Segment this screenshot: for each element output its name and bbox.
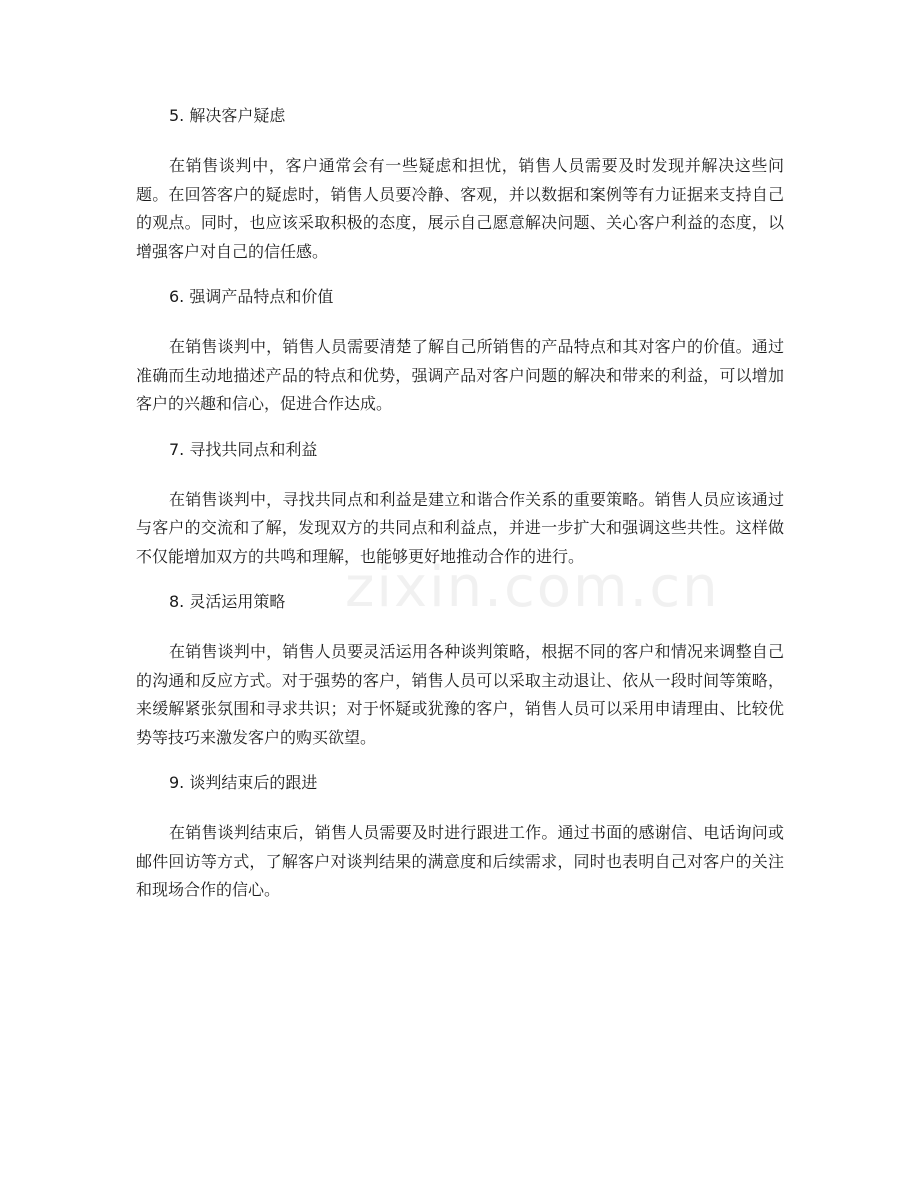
section-6: [136, 285, 784, 419]
section-paragraph: 在销售谈判中，销售人员要灵活运用各种谈判策略，根据不同的客户和情况来调整自己的沟通和反应方式。对于强势的客户，销售人员可以采取主动退让、依从一段时间等策略，来缓解紧张氛围和寻求共识；对于怀疑或犹豫的客户，销售人员可以采用申请理由、比较优势等技巧来激发客户的购买欲望。: [136, 642, 784, 747]
section-heading: 9. 谈判结束后的跟进: [169, 773, 318, 792]
section-heading: 6. 强调产品特点和价值: [169, 287, 334, 306]
section-paragraph: 在销售谈判中，销售人员需要清楚了解自己所销售的产品特点和其对客户的价值。通过准确而生动地描述产品的特点和优势，强调产品对客户问题的解决和带来的利益，可以增加客户的兴趣和信心，促进合作达成。: [136, 337, 784, 413]
section-heading: 8. 灵活运用策略: [169, 592, 286, 611]
watermark: zixin.com.cn: [345, 555, 720, 620]
section-9: [136, 771, 784, 905]
section-7: [136, 438, 784, 572]
section-paragraph: 在销售谈判中，客户通常会有一些疑虑和担忧，销售人员需要及时发现并解决这些问题。在回答客户的疑虑时，销售人员要冷静、客观，并以数据和案例等有力证据来支持自己的观点。同时，也应该采取积极的态度，展示自己愿意解决问题、关心客户利益的态度，以增强客户对自己的信任感。: [136, 156, 784, 261]
section-5: [136, 104, 784, 266]
document-body: [136, 104, 784, 924]
section-8: [136, 590, 784, 752]
section-heading: 7. 寻找共同点和利益: [169, 439, 318, 459]
section-paragraph: 在销售谈判结束后，销售人员需要及时进行跟进工作。通过书面的感谢信、电话询问或邮件回访等方式，了解客户对谈判结果的满意度和后续需求，同时也表明自己对客户的关注和现场合作的信心。: [136, 823, 784, 899]
section-paragraph: 在销售谈判中，寻找共同点和利益是建立和谐合作关系的重要策略。销售人员应该通过与客户的交流和了解，发现双方的共同点和利益点，并进一步扩大和强调这些共性。这样做不仅能增加双方的共鸣和理解，也能够更好地推动合作的进行。: [136, 489, 784, 566]
section-heading: 5. 解决客户疑虑: [169, 106, 286, 125]
